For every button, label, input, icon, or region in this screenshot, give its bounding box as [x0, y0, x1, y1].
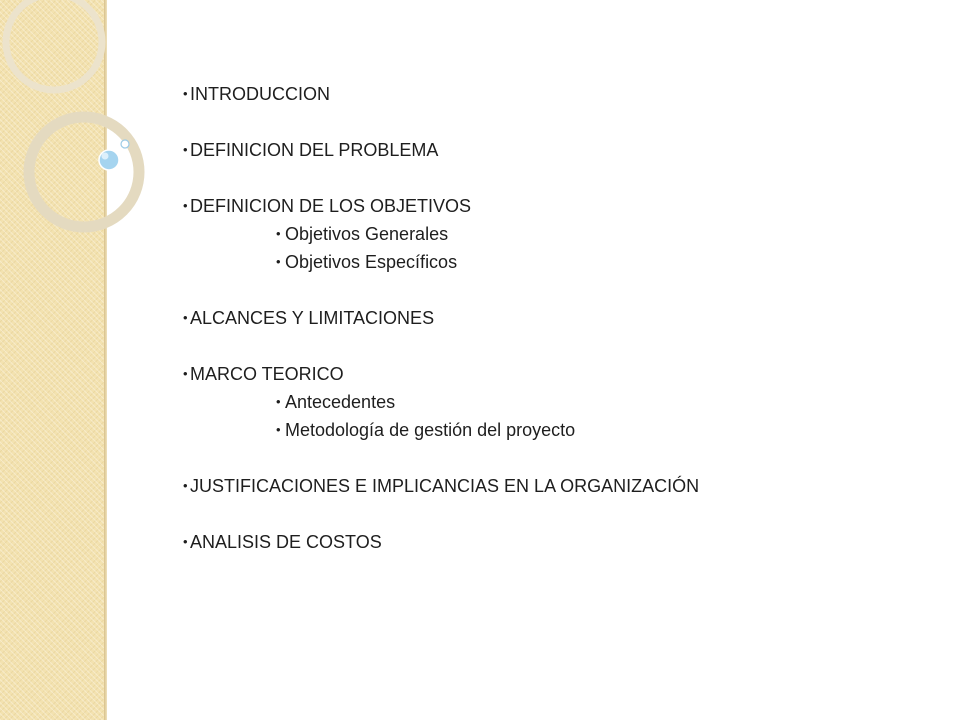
sub-bullet-objetivos-especificos [183, 248, 923, 276]
bullet-marker: • [276, 394, 281, 409]
bullet-marker: • [183, 142, 188, 157]
item-text: ALCANCES Y LIMITACIONES [190, 308, 435, 328]
bullet-marker: • [183, 198, 188, 213]
bullet-definicion-problema [183, 136, 923, 164]
bullet-marker: • [183, 534, 188, 549]
decorative-rings [0, 0, 200, 260]
item-text: DEFINICION DE LOS OBJETIVOS [190, 196, 472, 216]
small-ring [121, 140, 129, 148]
item-text: JUSTIFICACIONES E IMPLICANCIAS EN LA ORGANIZACIÓN [190, 476, 700, 496]
item-text: Objetivos Específicos [285, 252, 458, 272]
bullet-marco-teorico [183, 360, 923, 388]
sub-bullet-antecedentes [183, 388, 923, 416]
large-ring [6, 0, 102, 90]
bullet-marker: • [183, 310, 188, 325]
accent-dot [99, 150, 119, 170]
item-text: Metodología de gestión del proyecto [285, 420, 576, 440]
item-text: MARCO TEORICO [190, 364, 344, 384]
bullet-analisis-costos [183, 528, 923, 556]
item-text: Antecedentes [285, 392, 396, 412]
bullet-marker: • [276, 226, 281, 241]
bullet-marker: • [276, 254, 281, 269]
middle-ring [29, 117, 139, 227]
bullet-marker: • [183, 86, 188, 101]
bullet-alcances [183, 304, 923, 332]
item-text: DEFINICION DEL PROBLEMA [190, 140, 439, 160]
item-text: INTRODUCCION [190, 84, 330, 104]
item-text: ANALISIS DE COSTOS [190, 532, 382, 552]
sub-bullet-objetivos-generales [183, 220, 923, 248]
slide-content [183, 80, 923, 556]
item-text: Objetivos Generales [285, 224, 449, 244]
bullet-definicion-objetivos [183, 192, 923, 220]
bullet-marker: • [183, 366, 188, 381]
bullet-marker: • [183, 478, 188, 493]
bullet-justificaciones [183, 472, 923, 500]
sub-bullet-metodologia [183, 416, 923, 444]
bullet-introduccion [183, 80, 923, 108]
bullet-marker: • [276, 422, 281, 437]
